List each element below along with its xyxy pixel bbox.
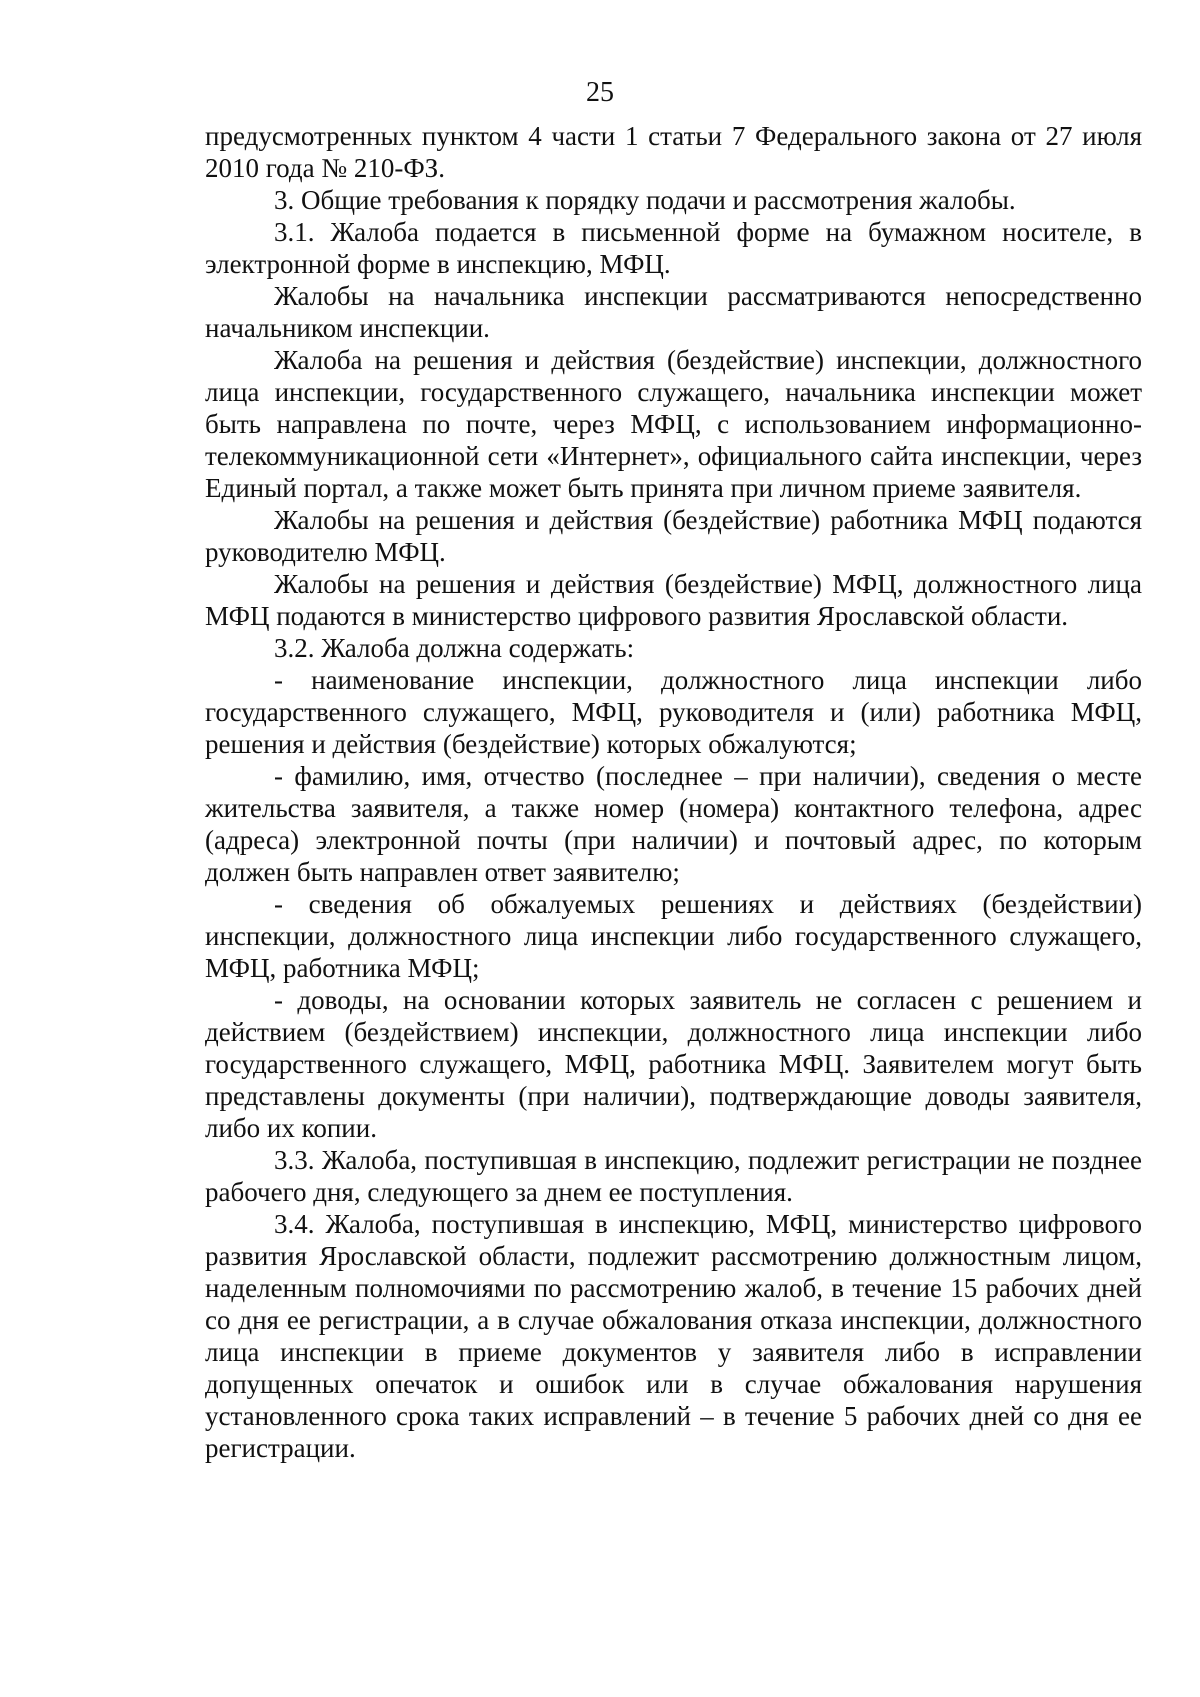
list-item-arguments: - доводы, на основании которых заявитель не согласен с решением и действием (бездействием) инспекции, должностного лица инспекции либо государственного служащего, МФЦ, работника МФЦ. Заявителем могут быть представлены документы (при наличии), подтверждающие доводы заявителя, либо их копии.: [205, 985, 1142, 1143]
paragraph-mfc-complaints: Жалобы на решения и действия (бездействие) МФЦ, должностного лица МФЦ подаются в министерство цифрового развития Ярославской области.: [205, 569, 1142, 631]
list-item-appealed-decisions: - сведения об обжалуемых решениях и действиях (бездействии) инспекции, должностного лица инспекции либо государственного служащего, МФЦ, работника МФЦ;: [205, 889, 1142, 983]
paragraph-3-3: 3.3. Жалоба, поступившая в инспекцию, подлежит регистрации не позднее рабочего дня, следующего за днем ее поступления.: [205, 1145, 1142, 1207]
paragraph-3-2: 3.2. Жалоба должна содержать:: [274, 633, 635, 663]
paragraph-continuation: предусмотренных пунктом 4 части 1 статьи 7 Федерального закона от 27 июля 2010 года № 210-ФЗ.: [205, 121, 1142, 183]
paragraph-mfc-employee-complaints: Жалобы на решения и действия (бездействие) работника МФЦ подаются руководителю МФЦ.: [205, 505, 1142, 567]
document-body: [205, 120, 1142, 1464]
list-item-applicant-details: - фамилию, имя, отчество (последнее – при наличии), сведения о месте жительства заявителя, а также номер (номера) контактного телефона, адрес (адреса) электронной почты (при наличии) и почтовый адрес, по которым должен быть направлен ответ заявителю;: [205, 761, 1142, 887]
list-item-name: - наименование инспекции, должностного лица инспекции либо государственного служащего, МФЦ, руководителя и (или) работника МФЦ, решения и действия (бездействие) которых обжалуются;: [205, 665, 1142, 759]
section-heading-3: 3. Общие требования к порядку подачи и рассмотрения жалобы.: [274, 185, 1016, 215]
paragraph-complaint-channels: Жалоба на решения и действия (бездействие) инспекции, должностного лица инспекции, государственного служащего, начальника инспекции может быть направлена по почте, через МФЦ, с использованием информационно-телекоммуникационной сети «Интернет», официального сайта инспекции, через Единый портал, а также может быть принята при личном приеме заявителя.: [205, 345, 1142, 503]
page-number: 25: [586, 77, 614, 108]
paragraph-complaints-on-head: Жалобы на начальника инспекции рассматриваются непосредственно начальником инспекции.: [205, 281, 1142, 343]
paragraph-3-4: 3.4. Жалоба, поступившая в инспекцию, МФЦ, министерство цифрового развития Ярославской области, подлежит рассмотрению должностным лицом, наделенным полномочиями по рассмотрению жалоб, в течение 15 рабочих дней со дня ее регистрации, а в случае обжалования отказа инспекции, должностного лица инспекции в приеме документов у заявителя либо в исправлении допущенных опечаток и ошибок или в случае обжалования нарушения установленного срока таких исправлений – в течение 5 рабочих дней со дня ее регистрации.: [205, 1209, 1142, 1463]
paragraph-3-1: 3.1. Жалоба подается в письменной форме на бумажном носителе, в электронной форме в инспекцию, МФЦ.: [205, 217, 1142, 279]
